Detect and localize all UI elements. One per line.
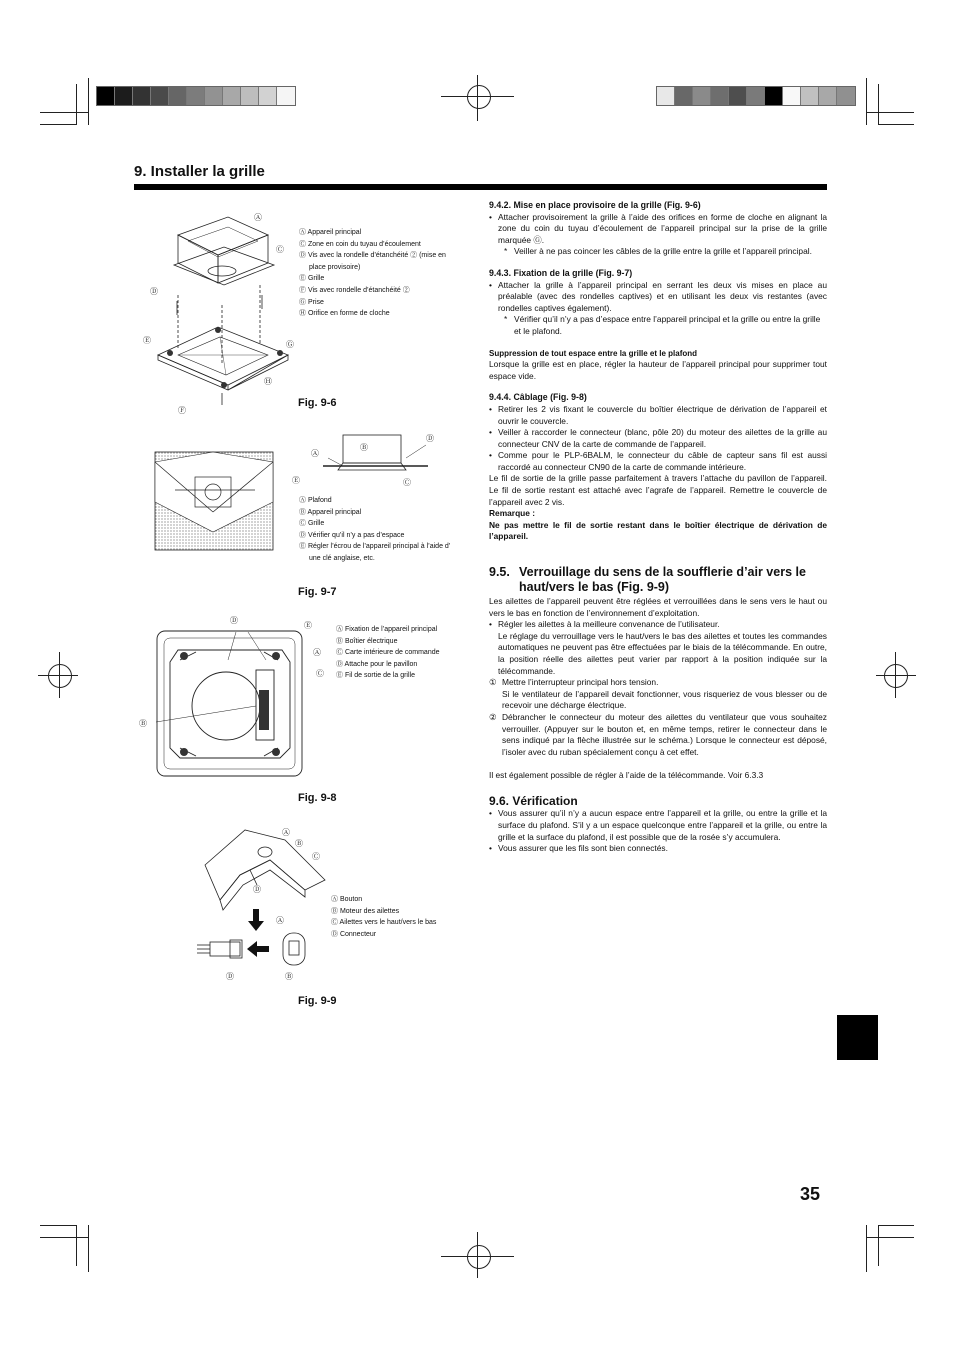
color-swatch: [205, 87, 223, 105]
paragraph: Il est également possible de régler à l’aide de la télécommande. Voir 6.3.3: [489, 770, 764, 781]
list-item: • Vous assurer que les fils sont bien connectés.: [489, 843, 827, 855]
callout: Ⓐ: [313, 648, 321, 657]
fig-9-9-drawing: [195, 825, 335, 985]
legend-item: Ⓐ Fixation de l’appareil principal: [336, 626, 438, 633]
step-text: Débrancher le connecteur du moteur des ailettes du ventilateur que vous souhaitez verrouiller. (Appuyer sur le bouton et, en même temps, retirer le connecteur dans le sens indiqué par la flèche illustrée sur le schéma.) Lorsque le connecteur est déposé, l’isoler avec du ruban spécialement conçu à cet effet.: [502, 711, 827, 757]
callout: Ⓒ: [312, 852, 320, 861]
paragraph: • Attacher la grille à l’appareil principal en serrant les deux vis mises en place au préalable (avec des rondelles captives) et en utilisant les deux vis restantes (avec rondelles captives également).: [489, 280, 827, 315]
legend-item: Ⓔ Régler l’écrou de l’appareil principal à l’aide d’: [299, 543, 451, 551]
fig-9-7-drawing: [155, 452, 275, 552]
gap-heading: Suppression de tout espace entre la grille et le plafond: [489, 348, 698, 358]
section-heading-942: 9.4.2. Mise en place provisoire de la grille (Fig. 9-6): [489, 200, 701, 210]
callout: Ⓒ: [276, 245, 284, 254]
fig-9-8-drawing: [156, 630, 304, 778]
legend-item: Ⓑ Moteur des ailettes: [331, 907, 400, 915]
callout: Ⓓ: [230, 616, 238, 625]
callout: Ⓐ: [276, 916, 284, 925]
legend-item: Ⓒ Ailettes vers le haut/vers le bas: [331, 919, 437, 927]
color-swatch: [241, 87, 259, 105]
legend-item: place provisoire): [309, 263, 361, 271]
legend-item: Ⓑ Boîtier électrique: [336, 637, 398, 645]
color-swatch: [765, 87, 783, 105]
section-heading-944: 9.4.4. Câblage (Fig. 9-8): [489, 392, 587, 403]
title-rule: [134, 184, 827, 190]
color-bar-right: [656, 86, 856, 106]
step-2: [489, 712, 827, 758]
color-swatch: [97, 87, 115, 105]
color-swatch: [133, 87, 151, 105]
color-swatch: [151, 87, 169, 105]
legend-item: Ⓓ Connecteur: [331, 930, 377, 938]
section-heading-943: 9.4.3. Fixation de la grille (Fig. 9-7): [489, 267, 633, 278]
color-swatch: [187, 87, 205, 105]
legend-item: Ⓓ Attache pour le pavillon: [336, 660, 418, 668]
callout: Ⓐ: [282, 828, 290, 837]
remark-title: Remarque :: [489, 508, 536, 519]
legend-item: Ⓓ Vis avec la rondelle d’étanchéité ② (mise en: [299, 252, 446, 260]
callout: Ⓒ: [403, 478, 411, 487]
legend-item: Ⓐ Appareil principal: [299, 229, 362, 236]
legend-item: Ⓒ Carte intérieure de commande: [336, 649, 440, 657]
step-text: Mettre l’interrupteur principal hors tension.: [502, 677, 659, 688]
fig-9-7-section: [318, 430, 438, 480]
step-number: ②: [489, 711, 497, 722]
callout: Ⓕ: [178, 406, 186, 415]
note: * Vérifier qu’il n’y a pas d’espace entre l’appareil principal et la grille ou entre la grille et le plafond.: [489, 314, 827, 337]
callout: Ⓔ: [292, 476, 300, 485]
color-swatch: [115, 87, 133, 105]
list-item: • Comme pour le PLP-6BALM, le connecteur du câble de capteur sans fil est aussi raccordé au connecteur CN90 de la carte de commande intérieure.: [489, 450, 827, 473]
legend-item: Ⓕ Vis avec rondelle d’étanchéité ②: [299, 286, 410, 294]
fig-9-6-legend: [299, 227, 474, 320]
callout: Ⓑ: [295, 839, 303, 848]
callout: Ⓐ: [311, 449, 319, 458]
list-item: • Retirer les 2 vis fixant le couvercle du boîtier électrique de dérivation de l’appareil et ouvrir le couvercle.: [489, 404, 827, 427]
legend-item: Ⓔ Grille: [299, 275, 325, 283]
callout: Ⓖ: [286, 340, 294, 349]
paragraph: Le fil de sortie de la grille passe parfaitement à travers l’attache du pavillon de l’appareil. Le fil de sortie restant est attaché avec l’agrafe de l’appareil. Remettre le couvercle de l’appareil avec 2 vis.: [489, 473, 827, 507]
fig-9-9-legend: [331, 894, 506, 940]
color-swatch: [747, 87, 765, 105]
legend-item: Ⓓ Vérifier qu’il n’y a pas d’espace: [299, 531, 405, 539]
legend-item: Ⓖ Prise: [299, 298, 324, 306]
step-number: ①: [489, 677, 497, 688]
section-title: Verrouillage du sens de la soufflerie d’air vers le haut/vers le bas (Fig. 9-9): [519, 565, 806, 594]
paragraph: • Attacher provisoirement la grille à l’aide des orifices en forme de cloche en alignant la zone du coin du tuyau d’écoulement de l’appareil principal sur la prise de la grille marquée Ⓖ.: [489, 212, 827, 247]
color-swatch: [819, 87, 837, 105]
list-item: • Vous assurer qu’il n’y a aucun espace entre l’appareil et la grille, ou entre la grille et la surface du plafond. S’il y a un espace quelconque entre l’appareil et la grille, ou entre la grille et la surface du plafond, il est possible que de la rosée s’y accumulera.: [489, 808, 827, 843]
text-column: [489, 200, 827, 855]
step-1: [489, 677, 827, 689]
fig-9-7-legend: [299, 495, 474, 565]
callout: Ⓔ: [143, 336, 151, 345]
callout: Ⓓ: [226, 972, 234, 981]
section-heading-95: [489, 565, 827, 594]
fig-9-8-legend: [336, 624, 511, 682]
callout: Ⓑ: [139, 719, 147, 728]
legend-item: une clé anglaise, etc.: [309, 554, 375, 562]
color-swatch: [711, 87, 729, 105]
list-item: • Régler les ailettes à la meilleure convenance de l’utilisateur.: [489, 619, 827, 631]
paragraph: Les ailettes de l’appareil peuvent être réglées et verrouillées dans le sens vers le haut ou vers le bas en fonction de l’environnement d’exploitation.: [489, 596, 827, 618]
legend-item: Ⓐ Plafond: [299, 497, 332, 504]
callout: Ⓓ: [426, 434, 434, 443]
callout: Ⓒ: [316, 669, 324, 678]
color-swatch: [729, 87, 747, 105]
section-number: 9.5.: [489, 565, 510, 580]
paragraph: Si le ventilateur de l’appareil devait fonctionner, vous risqueriez de vous blesser ou de recevoir une décharge électrique.: [502, 688, 827, 711]
callout: Ⓑ: [285, 972, 293, 981]
color-bar-left: [96, 86, 296, 106]
color-swatch: [657, 87, 675, 105]
callout: Ⓑ: [360, 443, 368, 452]
remark-text: Ne pas mettre le fil de sortie restant dans le boîtier électrique de dérivation de l’appareil.: [489, 519, 827, 542]
callout: Ⓓ: [150, 287, 158, 296]
fig-9-6-label: Fig. 9-6: [298, 397, 337, 409]
list-item: • Veiller à raccorder le connecteur (blanc, pôle 20) du moteur des ailettes de la grille au connecteur CNV de la carte de commande de l’appareil.: [489, 427, 827, 450]
legend-item: Ⓒ Grille: [299, 520, 325, 528]
page-title: 9. Installer la grille: [134, 163, 265, 180]
color-swatch: [675, 87, 693, 105]
callout: Ⓓ: [253, 885, 261, 894]
color-swatch: [169, 87, 187, 105]
color-swatch: [693, 87, 711, 105]
page-number: 35: [800, 1184, 821, 1204]
color-swatch: [801, 87, 819, 105]
legend-item: Ⓔ Fil de sortie de la grille: [336, 672, 415, 680]
section-heading-96: 9.6. Vérification: [489, 793, 578, 808]
color-swatch: [223, 87, 241, 105]
color-swatch: [259, 87, 277, 105]
paragraph: Le réglage du verrouillage vers le haut/vers le bas des ailettes et toutes les commandes automatiques ne peuvent pas être effectuées par le biais de la télécommande. En outre, la position réelle des ailettes peut varier par rapport à la position indiquée sur la télécommande.: [498, 630, 827, 676]
page-tab-marker: [837, 1015, 878, 1060]
callout: Ⓐ: [254, 213, 262, 222]
callout: Ⓗ: [264, 377, 272, 386]
color-swatch: [783, 87, 801, 105]
fig-9-8-label: Fig. 9-8: [298, 792, 337, 804]
color-swatch: [277, 87, 295, 105]
callout: Ⓔ: [304, 621, 312, 630]
legend-item: Ⓗ Orifice en forme de cloche: [299, 310, 390, 318]
fig-9-7-label: Fig. 9-7: [298, 586, 337, 598]
color-swatch: [837, 87, 855, 105]
fig-9-6-drawing: [140, 205, 300, 415]
paragraph: Lorsque la grille est en place, régler la hauteur de l’appareil principal pour supprimer tout espace vide.: [489, 359, 827, 381]
legend-item: Ⓐ Bouton: [331, 896, 363, 903]
legend-item: Ⓑ Appareil principal: [299, 508, 362, 516]
fig-9-9-label: Fig. 9-9: [298, 995, 337, 1007]
legend-item: Ⓒ Zone en coin du tuyau d’écoulement: [299, 240, 421, 248]
note: * Veiller à ne pas coincer les câbles de la grille entre la grille et l’appareil principal.: [489, 246, 827, 258]
